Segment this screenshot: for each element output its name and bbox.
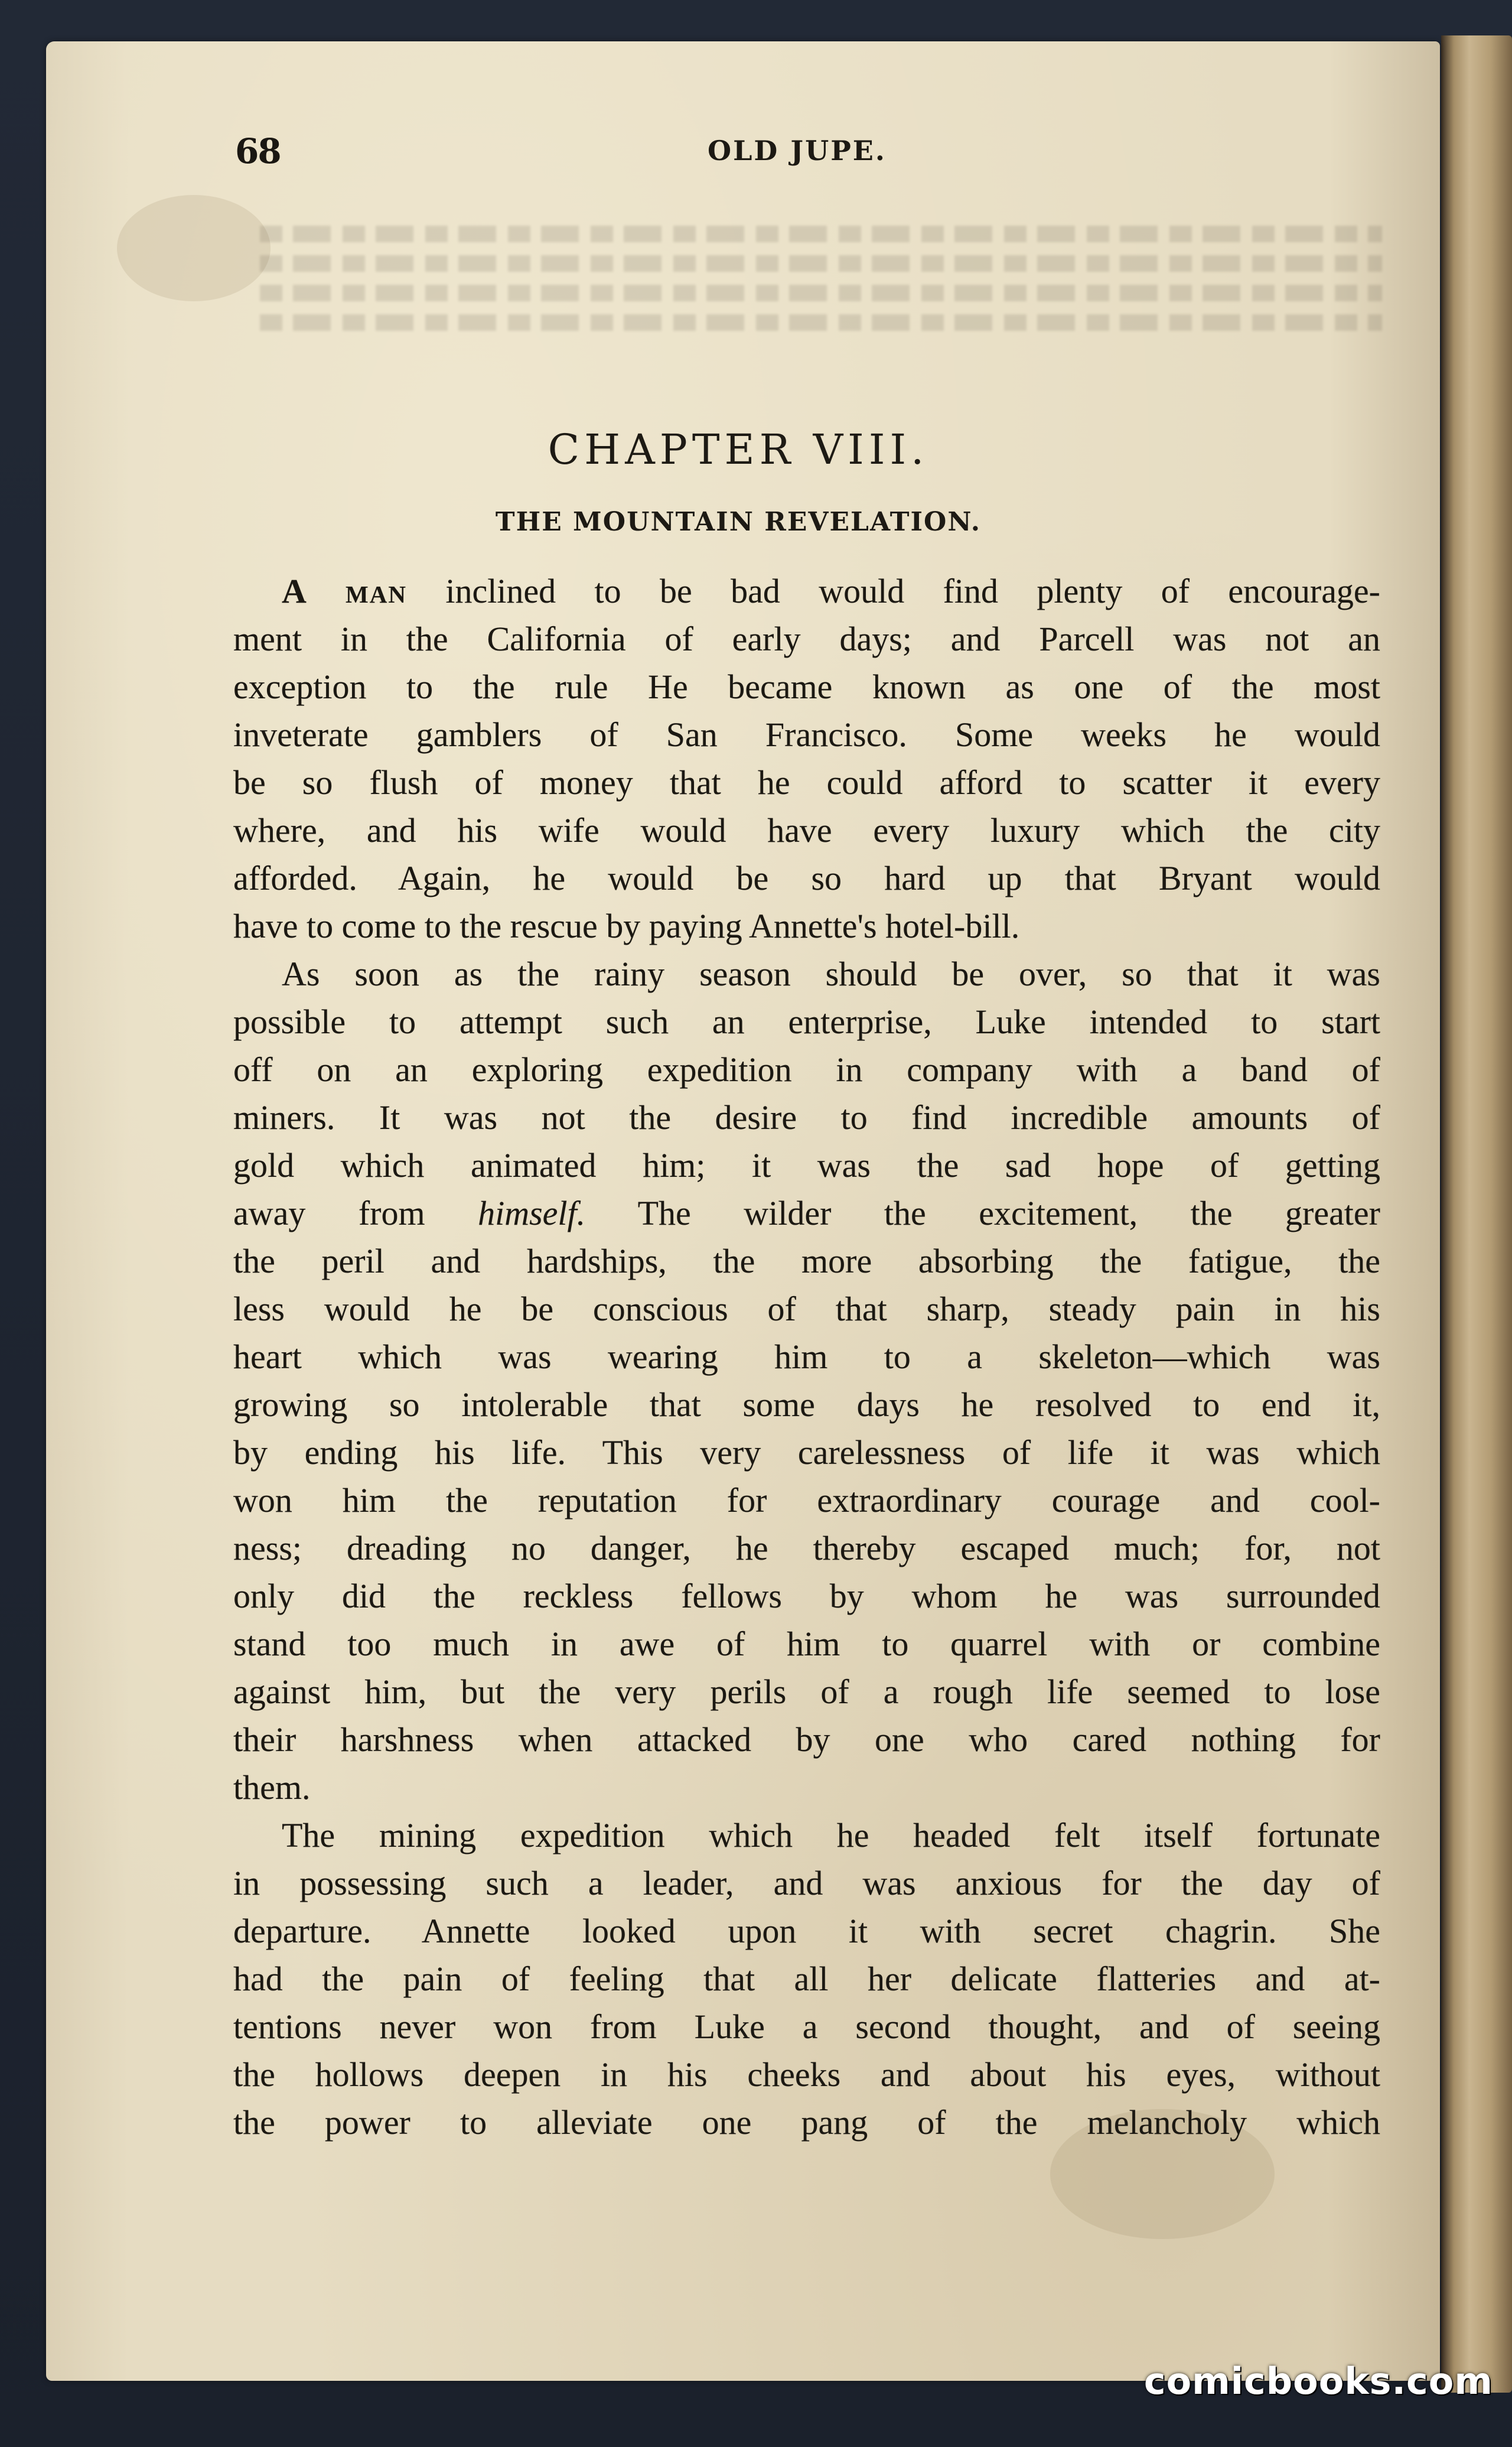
text-line: The mining expedition which he headed felt itself fortunate xyxy=(282,1816,1380,1854)
text-line: departure. Annette looked upon it with secret chagrin. She xyxy=(233,1912,1380,1950)
text-line: be so flush of money that he could afford to scatter it every xyxy=(233,763,1380,802)
watermark: comicbooks.com xyxy=(1143,2360,1493,2403)
text-line: against him, but the very perils of a rough life seemed to lose xyxy=(233,1672,1380,1711)
paragraph-2 xyxy=(233,950,1380,1811)
chapter-subtitle: THE MOUNTAIN REVELATION. xyxy=(495,507,982,537)
text-line: in possessing such a leader, and was anxious for the day of xyxy=(233,1864,1380,1902)
text-line: possible to attempt such an enterprise, Luke intended to start xyxy=(233,1003,1380,1041)
running-head: OLD JUPE. xyxy=(708,135,887,167)
page-edge xyxy=(1441,35,1512,2393)
text-line: gold which animated him; it was the sad hope of getting xyxy=(233,1146,1380,1185)
text-line: their harshness when attacked by one who cared nothing for xyxy=(233,1720,1380,1759)
text-line: As soon as the rainy season should be over, so that it was xyxy=(282,955,1380,993)
body-text xyxy=(233,567,1380,2146)
paragraph-3 xyxy=(233,1811,1380,2146)
text-line: inveterate gamblers of San Francisco. Some weeks he would xyxy=(233,715,1380,754)
text-line: them. xyxy=(233,1768,311,1807)
text-line: where, and his wife would have every luxury which the city xyxy=(233,811,1380,850)
text-line: less would he be conscious of that sharp, steady pain in his xyxy=(233,1290,1380,1328)
text-line: ness; dreading no danger, he thereby escaped much; for, not xyxy=(233,1529,1380,1567)
text-line: exception to the rule He became known as one of the most xyxy=(233,668,1380,706)
text-line: afforded. Again, he would be so hard up that Bryant would xyxy=(233,859,1380,897)
text-line: the peril and hardships, the more absorbing the fatigue, the xyxy=(233,1242,1380,1280)
text-line: the hollows deepen in his cheeks and about his eyes, without xyxy=(233,2055,1380,2094)
show-through-text xyxy=(260,213,1382,390)
text-line: miners. It was not the desire to find incredible amounts of xyxy=(233,1098,1380,1137)
text-line: the power to alleviate one pang of the melancholy which xyxy=(233,2103,1380,2142)
text-line: off on an exploring expedition in company with a band of xyxy=(233,1050,1380,1089)
text-line: have to come to the rescue by paying Annette's hotel-bill. xyxy=(233,907,1020,945)
text-line: had the pain of feeling that all her delicate flatteries and at- xyxy=(233,1960,1380,1998)
paragraph-1 xyxy=(233,567,1380,950)
page-number: 68 xyxy=(235,131,281,171)
text-line: growing so intolerable that some days he resolved to end it, xyxy=(233,1385,1380,1424)
text-line: by ending his life. This very carelessness of life it was which xyxy=(233,1433,1380,1472)
text-line: heart which was wearing him to a skeleton—which was xyxy=(233,1338,1380,1376)
page-header xyxy=(235,131,1357,173)
lead-smallcaps: A man xyxy=(282,572,407,610)
text-line: tentions never won from Luke a second thought, and of seeing xyxy=(233,2007,1380,2046)
text-line: away from himself. The wilder the excitement, the greater xyxy=(233,1194,1380,1232)
text-line: stand too much in awe of him to quarrel with or combine xyxy=(233,1625,1380,1663)
text-line: only did the reckless fellows by whom he was surrounded xyxy=(233,1577,1380,1615)
text-line: won him the reputation for extraordinary courage and cool- xyxy=(233,1481,1380,1519)
text-line: A man inclined to be bad would find plenty of encourage- xyxy=(282,572,1380,610)
paper-stain xyxy=(117,195,271,301)
text-line: ment in the California of early days; and Parcell was not an xyxy=(233,620,1380,658)
italic-word: himself. xyxy=(478,1194,586,1232)
chapter-title: CHAPTER VIII. xyxy=(548,425,929,474)
